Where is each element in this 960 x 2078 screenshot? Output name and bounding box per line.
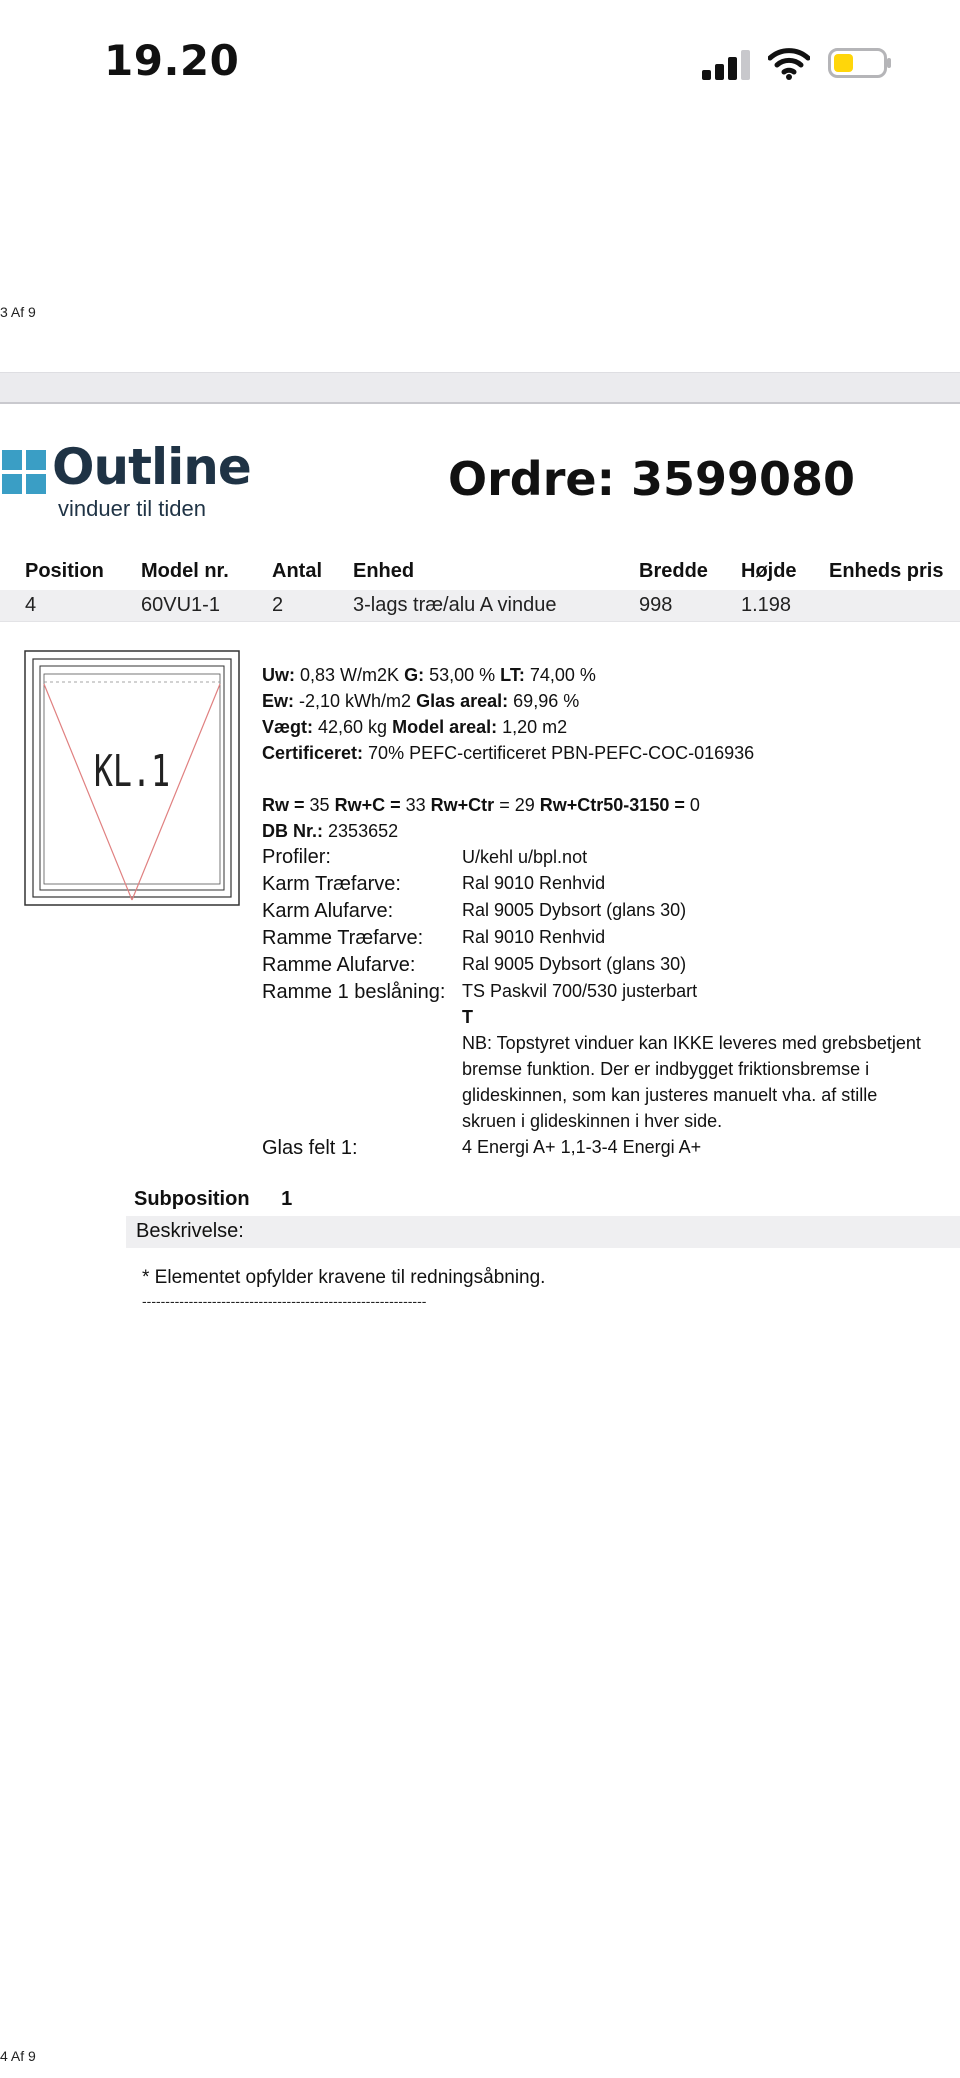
header-hojde: Højde <box>741 560 797 582</box>
lt-value: 74,00 % <box>529 665 596 685</box>
prop-value-ramme-alufarve: Ral 9005 Dybsort (glans 30) <box>462 954 687 974</box>
rwctr-label: Rw+Ctr <box>430 795 495 815</box>
spec-line-4 <box>262 740 754 766</box>
page-indicator-top: 3 Af 9 <box>0 304 36 320</box>
rw-label: Rw = <box>262 795 305 815</box>
prop-label-karm-traefarve: Karm Træfarve: <box>262 873 401 895</box>
header-bredde: Bredde <box>639 560 708 582</box>
table-row <box>0 590 960 622</box>
spec-line-1 <box>262 662 596 688</box>
prop-value-ramme-beslaning: TS Paskvil 700/530 justerbart <box>462 981 698 1001</box>
hinge-note-line-3: glideskinnen, som kan justeres manuelt vha. af stille <box>462 1085 878 1105</box>
logo-tagline: vinduer til tiden <box>58 496 206 521</box>
subposition-value: 1 <box>281 1188 293 1210</box>
subposition-row <box>134 1188 292 1211</box>
spec-line-db <box>262 818 398 844</box>
logo-squares-icon <box>2 450 46 494</box>
vaegt-value: 42,60 kg <box>318 717 388 737</box>
spec-line-2 <box>262 688 579 714</box>
header-enhed: Enhed <box>353 560 415 582</box>
cell-model: 60VU1-1 <box>141 594 220 616</box>
db-label: DB Nr.: <box>262 821 324 841</box>
prop-label-ramme-beslaning: Ramme 1 beslåning: <box>262 981 446 1003</box>
rwctr-value: = 29 <box>499 795 535 815</box>
page-indicator-bottom: 4 Af 9 <box>0 2048 36 2064</box>
uw-value: 0,83 W/m2K <box>300 665 400 685</box>
order-title: Ordre: 3599080 <box>448 452 856 506</box>
rwc-label: Rw+C = <box>334 795 401 815</box>
subposition-label: Subposition <box>134 1188 250 1210</box>
rwc-value: 33 <box>405 795 426 815</box>
spec-line-3 <box>262 714 567 740</box>
battery-icon <box>828 46 892 80</box>
beskrivelse-label: Beskrivelse: <box>136 1220 244 1242</box>
cell-antal: 2 <box>272 594 284 616</box>
prop-value-glas-felt: 4 Energi A+ 1,1-3-4 Energi A+ <box>462 1137 702 1157</box>
window-drawing <box>24 650 240 906</box>
page-separator <box>0 372 960 404</box>
header-enheds-pris: Enheds pris <box>829 560 944 582</box>
cell-hojde: 1.198 <box>741 594 792 616</box>
cellular-signal-icon <box>702 48 752 80</box>
prop-value-profiler: U/kehl u/bpl.not <box>462 847 588 867</box>
rw-value: 35 <box>309 795 330 815</box>
beskrivelse-row <box>126 1216 960 1248</box>
vaegt-label: Vægt: <box>262 717 313 737</box>
prop-label-glas-felt: Glas felt 1: <box>262 1137 358 1159</box>
hinge-note-line-1: NB: Topstyret vinduer kan IKKE leveres med grebsbetjent <box>462 1033 921 1053</box>
redningsabning-note: * Elementet opfylder kravene til redningsåbning. <box>142 1267 546 1288</box>
prop-value-karm-alufarve: Ral 9005 Dybsort (glans 30) <box>462 900 687 920</box>
table-header <box>0 558 960 588</box>
hinge-bold-t: T <box>462 1007 473 1027</box>
rwctr50-value: 0 <box>689 795 700 815</box>
ew-label: Ew: <box>262 691 295 711</box>
wifi-icon <box>768 46 810 80</box>
prop-value-karm-traefarve: Ral 9010 Renhvid <box>462 873 606 893</box>
certificeret-label: Certificeret: <box>262 743 364 763</box>
ew-value: -2,10 kWh/m2 <box>299 691 412 711</box>
prop-label-profiler: Profiler: <box>262 846 331 868</box>
db-value: 2353652 <box>328 821 399 841</box>
status-time: 19.20 <box>104 36 240 85</box>
model-areal-label: Model areal: <box>392 717 498 737</box>
cell-enhed: 3-lags træ/alu A vindue <box>353 594 557 616</box>
spec-line-rw <box>262 792 700 818</box>
g-value: 53,00 % <box>429 665 496 685</box>
prop-label-karm-alufarve: Karm Alufarve: <box>262 900 394 922</box>
hinge-note-line-4: skruen i glideskinnen i hver side. <box>462 1111 723 1131</box>
logo-name: Outline <box>52 438 251 496</box>
model-areal-value: 1,20 m2 <box>502 717 568 737</box>
hinge-note-line-2: bremse funktion. Der er indbygget friktionsbremse i <box>462 1059 870 1079</box>
rwctr50-label: Rw+Ctr50-3150 = <box>539 795 685 815</box>
prop-label-ramme-traefarve: Ramme Træfarve: <box>262 927 424 949</box>
cell-position: 4 <box>25 594 37 616</box>
dashed-divider: ------------------------------------------------------------- <box>142 1293 427 1309</box>
certificeret-value: 70% PEFC-certificeret PBN-PEFC-COC-016936 <box>368 743 755 763</box>
header-antal: Antal <box>272 560 322 582</box>
outline-logo <box>0 438 251 522</box>
cell-bredde: 998 <box>639 594 673 616</box>
g-label: G: <box>404 665 425 685</box>
glas-areal-value: 69,96 % <box>513 691 580 711</box>
window-label: KL.1 <box>93 745 171 798</box>
status-bar <box>0 0 960 130</box>
glas-areal-label: Glas areal: <box>416 691 509 711</box>
prop-label-ramme-alufarve: Ramme Alufarve: <box>262 954 416 976</box>
prop-value-ramme-traefarve: Ral 9010 Renhvid <box>462 927 606 947</box>
header-model: Model nr. <box>141 560 229 582</box>
uw-label: Uw: <box>262 665 295 685</box>
lt-label: LT: <box>500 665 525 685</box>
header-position: Position <box>25 560 104 582</box>
